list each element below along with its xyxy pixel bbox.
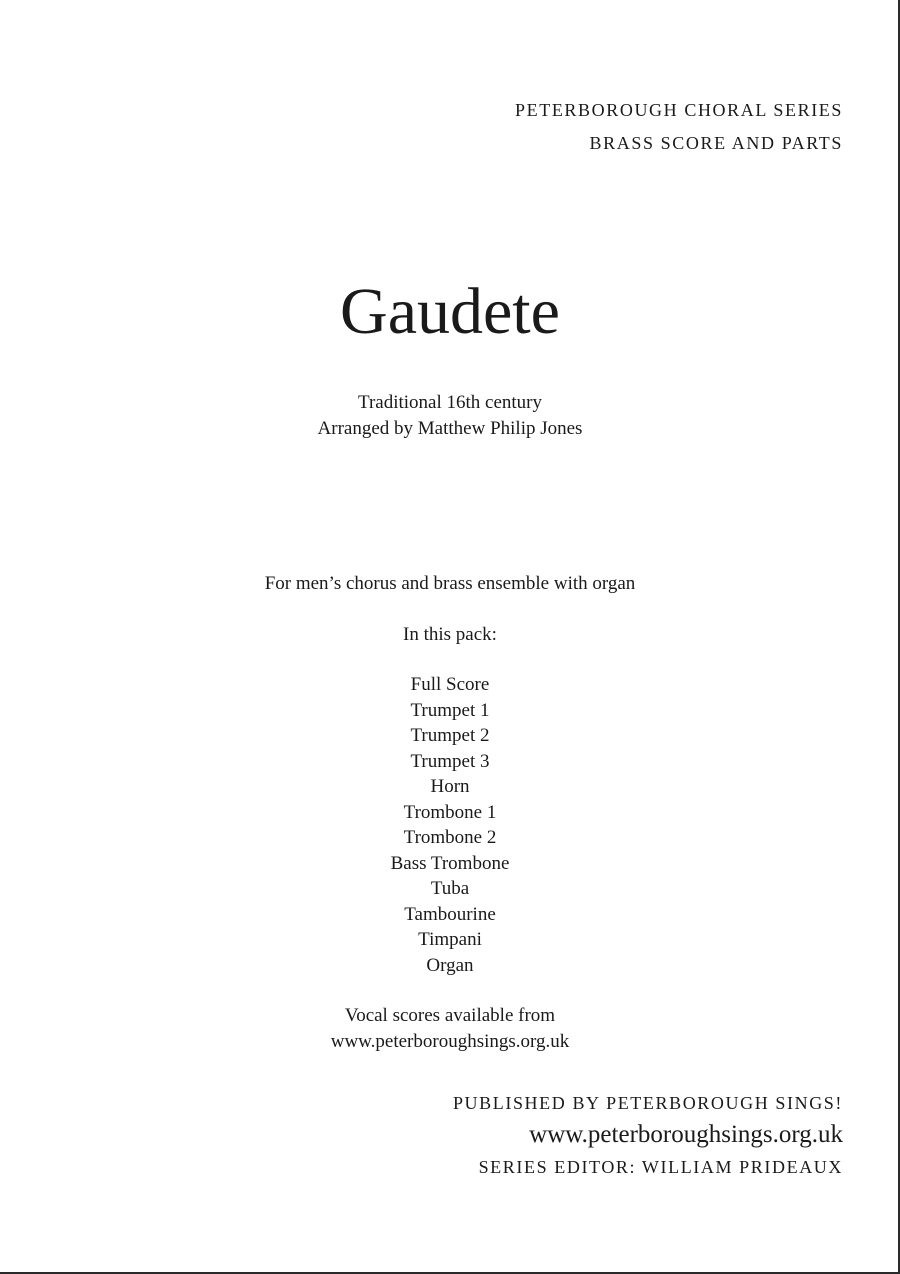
credits bbox=[0, 390, 900, 442]
pack-contents-list bbox=[0, 672, 900, 978]
list-item: Timpani bbox=[418, 929, 482, 950]
list-item: Trombone 1 bbox=[403, 801, 497, 823]
list-item: Trumpet 1 bbox=[410, 699, 490, 721]
vocal-scores-note bbox=[0, 1003, 900, 1055]
vocal-scores-text: Vocal scores available from bbox=[344, 1005, 556, 1026]
piece-title: Gaudete bbox=[340, 275, 560, 348]
series-subtitle: BRASS SCORE AND PARTS bbox=[589, 133, 843, 153]
origin-credit: Traditional 16th century bbox=[358, 392, 542, 413]
list-item: Trumpet 3 bbox=[410, 750, 490, 772]
list-item: Full Score bbox=[410, 674, 490, 695]
list-item: Tuba bbox=[430, 878, 470, 899]
scoring-description: For men’s chorus and brass ensemble with organ bbox=[264, 573, 636, 594]
series-editor: SERIES EDITOR: WILLIAM PRIDEAUX bbox=[478, 1157, 843, 1177]
list-item: Trumpet 2 bbox=[410, 725, 490, 746]
published-by: PUBLISHED BY PETERBOROUGH SINGS! bbox=[452, 1093, 843, 1113]
publisher-url: www.peterboroughsings.org.uk bbox=[529, 1121, 843, 1148]
series-name: PETERBOROUGH CHORAL SERIES bbox=[515, 100, 843, 120]
list-item: Organ bbox=[426, 954, 474, 976]
publisher-block bbox=[453, 1089, 843, 1181]
arranger-credit: Arranged by Matthew Philip Jones bbox=[317, 418, 583, 439]
vocal-scores-url: www.peterboroughsings.org.uk bbox=[330, 1031, 570, 1052]
list-item: Bass Trombone bbox=[390, 852, 510, 874]
list-item: Tambourine bbox=[404, 903, 496, 925]
pack-heading: In this pack: bbox=[403, 624, 497, 645]
series-header bbox=[515, 94, 843, 160]
list-item: Trombone 2 bbox=[403, 827, 497, 848]
list-item: Horn bbox=[430, 776, 470, 797]
